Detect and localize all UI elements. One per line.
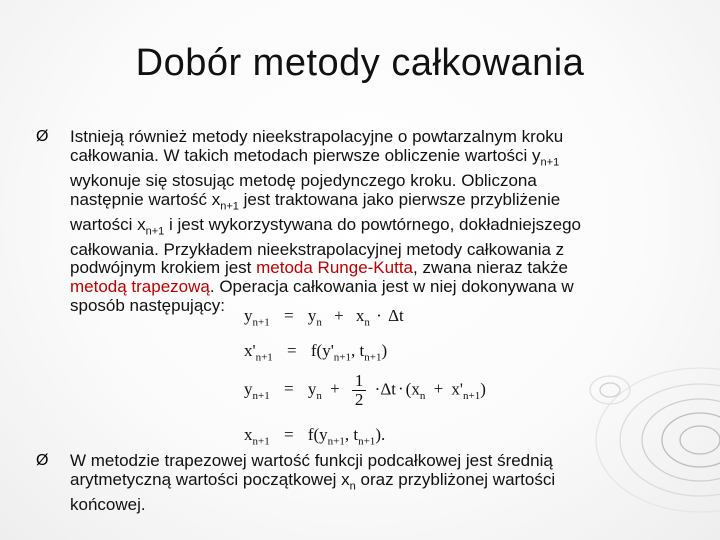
equation-1 (244, 306, 404, 328)
eq3-fraction (352, 372, 367, 409)
eq4-rhs-close: ). (375, 425, 386, 444)
bullet-arrow-icon: Ø (36, 128, 49, 145)
eq1-equals: = (283, 306, 294, 325)
equation-3 (244, 372, 486, 409)
equation-2 (244, 341, 387, 363)
eq3-lhs: y (244, 379, 253, 399)
eq2-lhs-sub: n+1 (255, 351, 273, 364)
eq1-rhs-y-sub: n (316, 316, 322, 329)
p1-line-3: wykonuje się stosując metodę pojedynczego kroku. Obliczona (70, 170, 537, 190)
p1-line-5-sub: n+1 (145, 224, 165, 237)
runge-kutta-highlight: metoda Runge-Kutta (256, 258, 414, 278)
eq2-rhs-t: , t (351, 341, 365, 360)
p1-line-4 (70, 191, 690, 216)
eq1-lhs: y (244, 306, 253, 325)
eq3-frac-num: 1 (352, 372, 367, 391)
p1-line-1: Istnieją również metody nieekstrapolacyjne o powtarzalnym kroku (70, 127, 564, 146)
equation-4 (244, 425, 385, 447)
eq1-rhs-y: y (307, 306, 317, 325)
eq3-dot-1: · (374, 379, 381, 399)
bullet-arrow-icon-2: Ø (36, 452, 49, 469)
p1-line-7 (70, 259, 690, 278)
trapezoid-method-highlight: metodą trapezową (70, 277, 210, 297)
eq4-lhs-sub: n+1 (252, 435, 270, 448)
p1-line-5 (70, 216, 690, 241)
eq1-rhs-x: x (355, 306, 365, 325)
eq3-rhs-dt: Δt (380, 379, 396, 399)
p1-line-2 (70, 147, 690, 172)
slide-title: Dobór metody całkowania (135, 42, 585, 84)
p1-line-7-text-b: , zwana nieraz także (413, 258, 568, 278)
eq4-rhs-f: f(y (307, 425, 328, 444)
p2-line-2 (70, 471, 690, 496)
eq3-rhs-xprime: x' (451, 379, 463, 399)
eq1-rhs-x-sub: n (364, 316, 370, 329)
eq2-lhs: x' (244, 341, 256, 360)
p1-line-8 (70, 278, 690, 297)
p1-line-8-text: . Operacja całkowania jest w niej dokonywana w (209, 277, 574, 297)
eq3-frac-den: 2 (354, 390, 364, 409)
p1-line-5-text-a: wartości x (70, 214, 146, 234)
p1-line-4-sub: n+1 (220, 199, 239, 212)
p1-line-4-text-a: następnie wartość x (70, 189, 221, 209)
eq4-lhs: x (244, 425, 253, 444)
eq1-rhs-dt: Δt (388, 306, 404, 325)
eq1-plus: + (334, 306, 344, 325)
p2-line-2-sub: n (349, 480, 356, 493)
eq3-equals: = (283, 379, 294, 399)
eq3-rhs-y-sub: n (316, 389, 322, 402)
p1-line-4-text-b: jest traktowana jako pierwsze przybliżenie (238, 189, 561, 209)
p1-line-5-text-b: i jest wykorzystywana do powtórnego, dokładniejszego (164, 214, 581, 234)
eq4-equals: = (283, 425, 294, 444)
p1-line-2-text: całkowania. W takich metodach pierwsze obliczenie wartości y (70, 145, 541, 165)
p2-line-2-text-a: arytmetyczną wartości początkowej x (70, 469, 350, 489)
eq1-lhs-sub: n+1 (252, 316, 270, 329)
eq4-rhs-t-sub: n+1 (358, 435, 376, 448)
eq2-rhs-f-sub: n+1 (333, 351, 351, 364)
eq3-plus-2: + (433, 379, 444, 399)
paragraph-2 (70, 452, 690, 515)
eq2-rhs-t-sub: n+1 (364, 351, 382, 364)
p1-line-7-text-a: podwójnym krokiem jest (70, 258, 257, 278)
eq3-rhs-x-sub: n (419, 389, 426, 402)
eq1-dot: · (376, 306, 382, 325)
eq3-dot-2: · (397, 379, 404, 399)
eq3-rhs-y: y (307, 379, 317, 399)
eq2-rhs-close: ) (381, 341, 388, 360)
eq4-rhs-f-sub: n+1 (327, 435, 345, 448)
eq3-rhs-xprime-sub: n+1 (463, 389, 481, 402)
eq3-lhs-sub: n+1 (252, 389, 270, 402)
eq3-plus: + (330, 379, 340, 399)
p1-line-2-sub: n+1 (540, 156, 560, 169)
eq2-equals: = (287, 341, 297, 360)
eq3-rhs-close: ) (480, 379, 486, 399)
eq2-rhs-f: f(y' (310, 341, 334, 360)
p2-line-2-text-b: oraz przybliżonej wartości (355, 469, 556, 489)
p1-line-9: sposób następujący: (70, 295, 225, 315)
eq3-rhs-x: (x (405, 379, 420, 399)
p2-line-1: W metodzie trapezowej wartość funkcji podcałkowej jest średnią (70, 451, 553, 470)
eq4-rhs-t: , t (344, 425, 359, 444)
p1-line-6: całkowania. Przykładem nieekstrapolacyjnej metody całkowania z (70, 239, 565, 259)
p2-line-3: końcowej. (70, 494, 146, 514)
paragraph-1 (70, 128, 690, 316)
